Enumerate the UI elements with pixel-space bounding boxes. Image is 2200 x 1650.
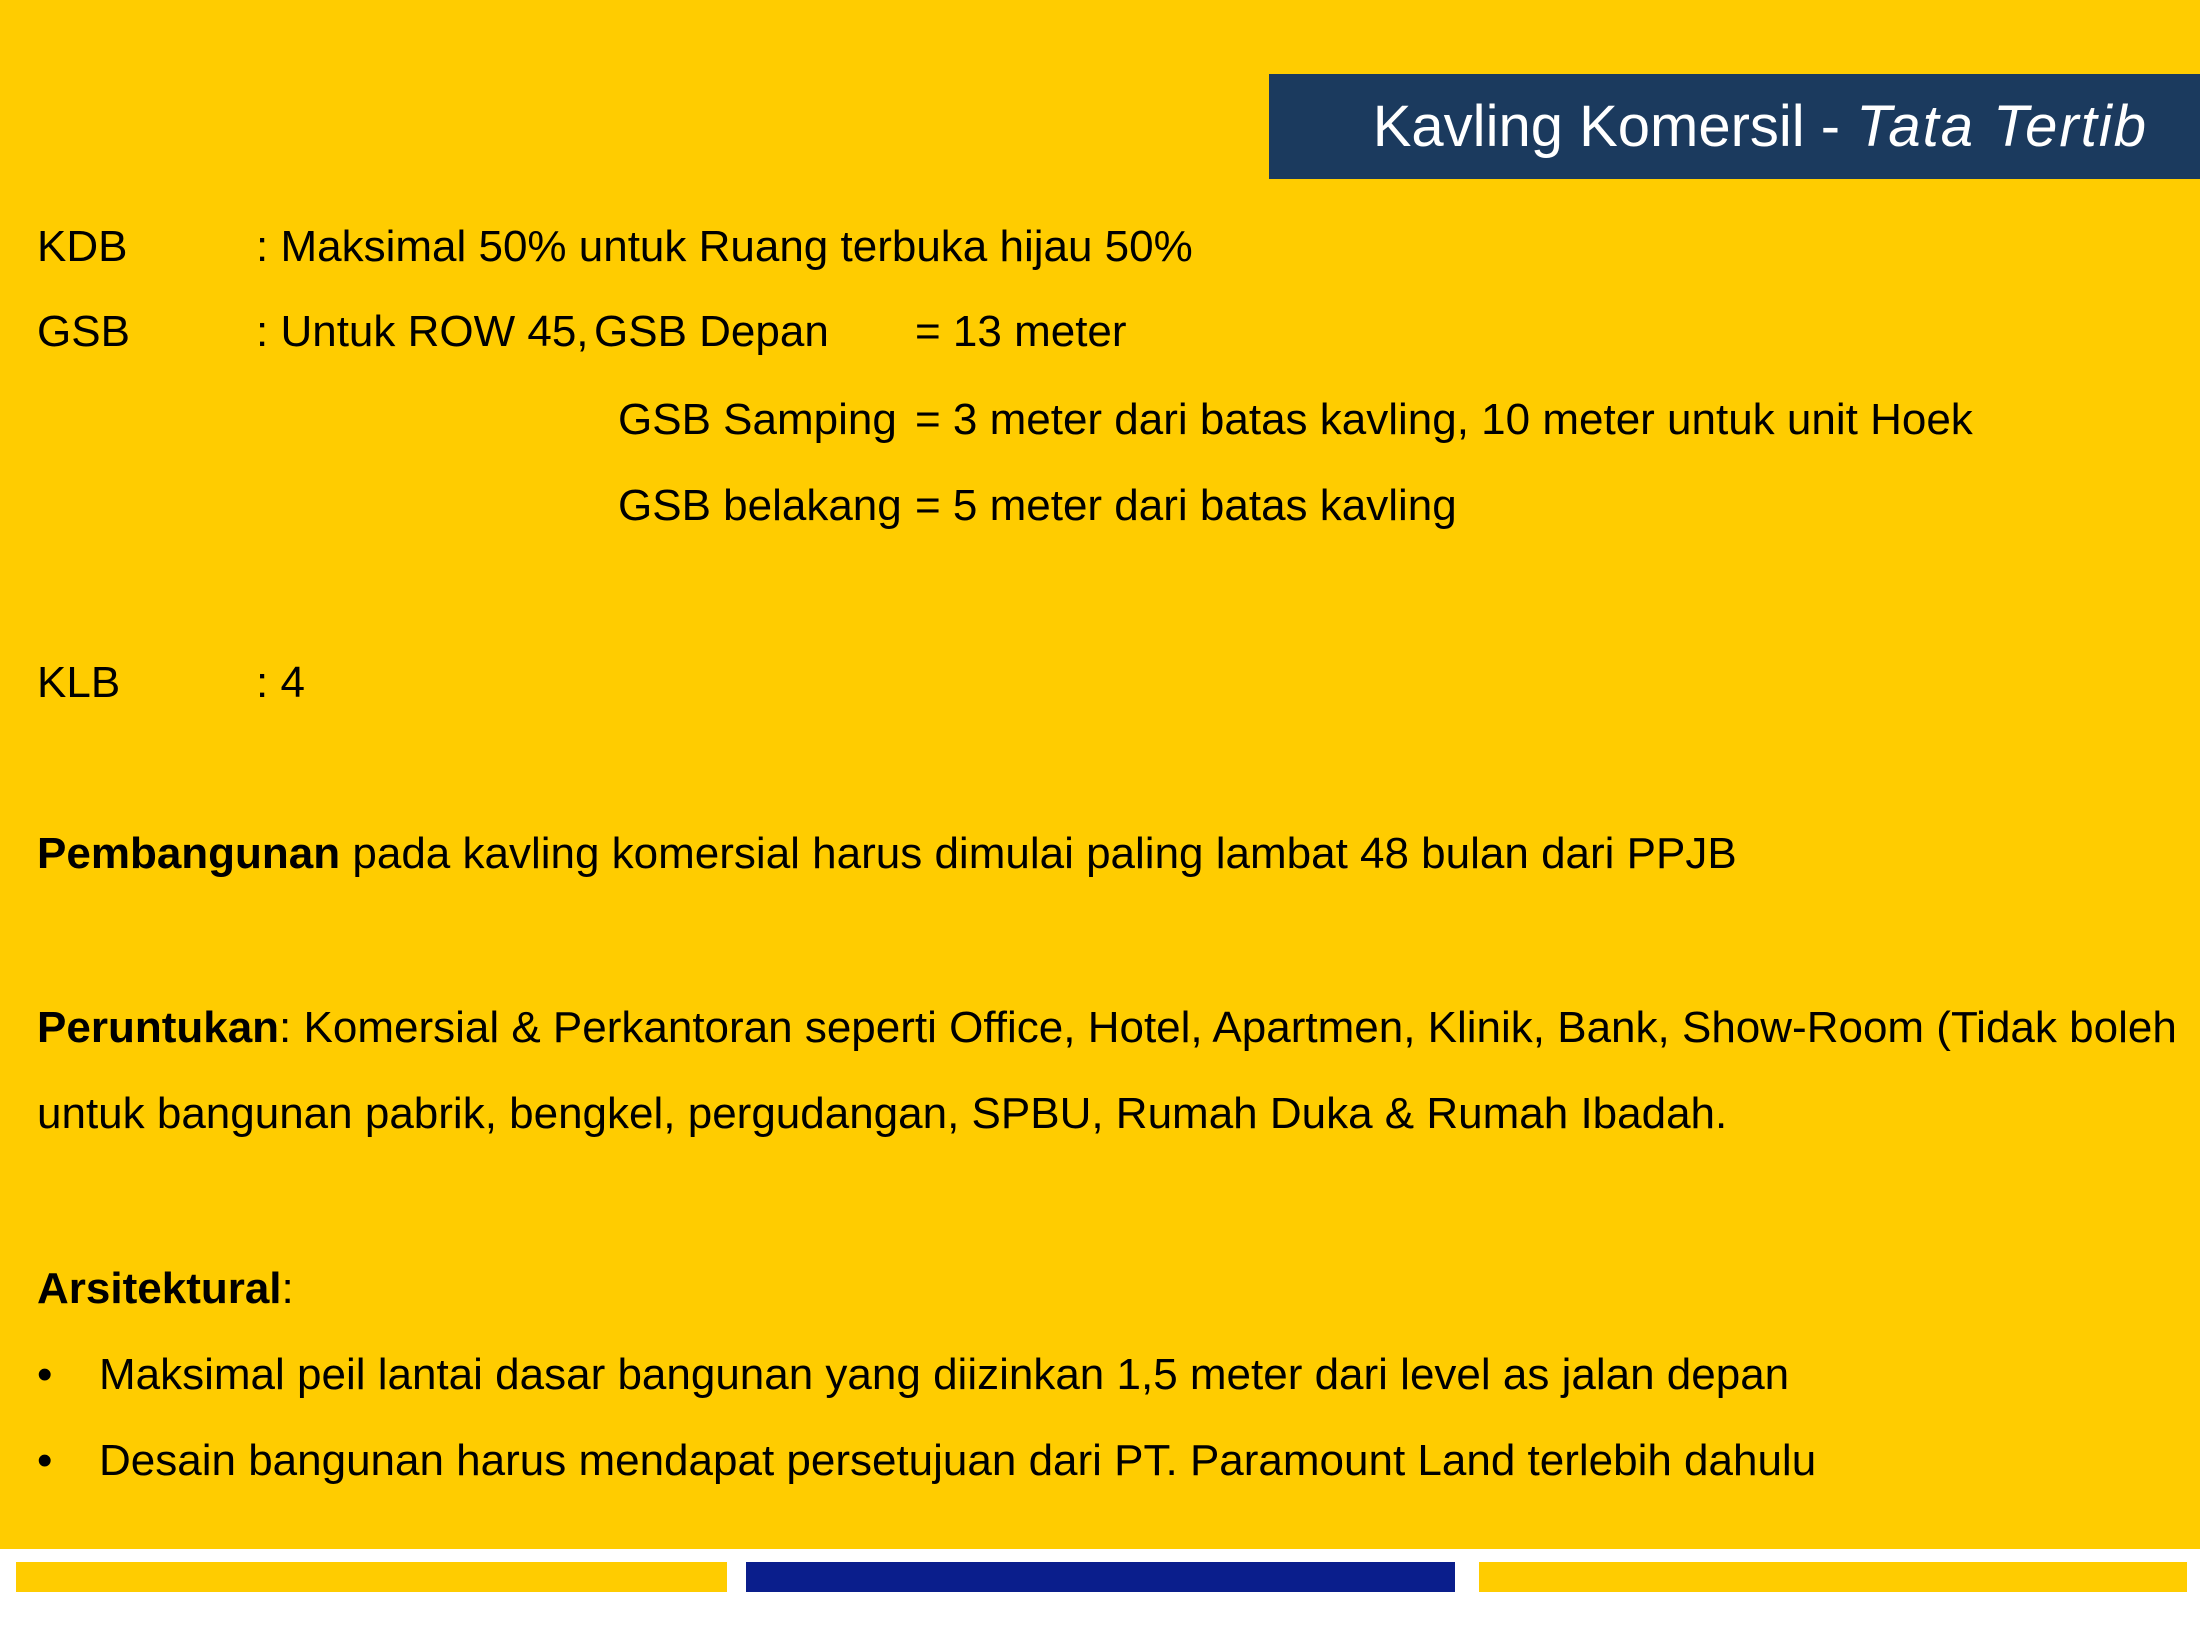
bullet-marker: • <box>37 1436 53 1485</box>
gsb-depan-value: = 13 meter <box>915 307 1127 356</box>
gsb-label: GSB <box>37 307 130 356</box>
peruntukan-label: Peruntukan <box>37 1003 280 1052</box>
footer-bar-center <box>746 1562 1455 1592</box>
kdb-label: KDB <box>37 222 128 271</box>
pembangunan-label: Pembangunan <box>37 829 341 878</box>
peruntukan-line-1 <box>37 1001 2177 1055</box>
arsitektural-bullet-2: Desain bangunan harus mendapat persetujuan dari PT. Paramount Land terlebih dahulu <box>99 1436 1817 1485</box>
slide-title-main: Kavling Komersil - <box>1372 94 1857 159</box>
gsb-depan-name: GSB Depan <box>594 307 829 356</box>
kdb-value: : Maksimal 50% untuk Ruang terbuka hijau 50% <box>256 222 1193 271</box>
gsb-belakang-value: = 5 meter dari batas kavling <box>915 481 1457 530</box>
arsitektural-colon: : <box>281 1264 294 1313</box>
gsb-samping-name: GSB Samping <box>618 395 897 444</box>
footer-bar-left <box>16 1562 727 1592</box>
footer-bar-right <box>1479 1562 2187 1592</box>
arsitektural-heading <box>37 1262 294 1316</box>
slide-title <box>1269 74 2200 179</box>
klb-value: : 4 <box>256 658 305 707</box>
arsitektural-label: Arsitektural <box>37 1264 282 1313</box>
bullet-marker: • <box>37 1350 53 1399</box>
gsb-prefix: : Untuk ROW 45, <box>256 307 589 356</box>
gsb-samping-value: = 3 meter dari batas kavling, 10 meter untuk unit Hoek <box>915 395 1973 444</box>
slide-title-italic: Tata Tertib <box>1856 94 2148 159</box>
pembangunan-text: pada kavling komersial harus dimulai paling lambat 48 bulan dari PPJB <box>340 829 1737 878</box>
gsb-belakang-name: GSB belakang <box>618 481 902 530</box>
peruntukan-line-2: untuk bangunan pabrik, bengkel, pergudangan, SPBU, Rumah Duka & Rumah Ibadah. <box>37 1089 1728 1138</box>
pembangunan-paragraph <box>37 827 1737 881</box>
klb-label: KLB <box>37 658 121 707</box>
peruntukan-text-1: : Komersial & Perkantoran seperti Office, Hotel, Apartmen, Klinik, Bank, Show-Room (Tidak boleh <box>279 1003 2177 1052</box>
arsitektural-bullet-1: Maksimal peil lantai dasar bangunan yang diizinkan 1,5 meter dari level as jalan depan <box>99 1350 1790 1399</box>
